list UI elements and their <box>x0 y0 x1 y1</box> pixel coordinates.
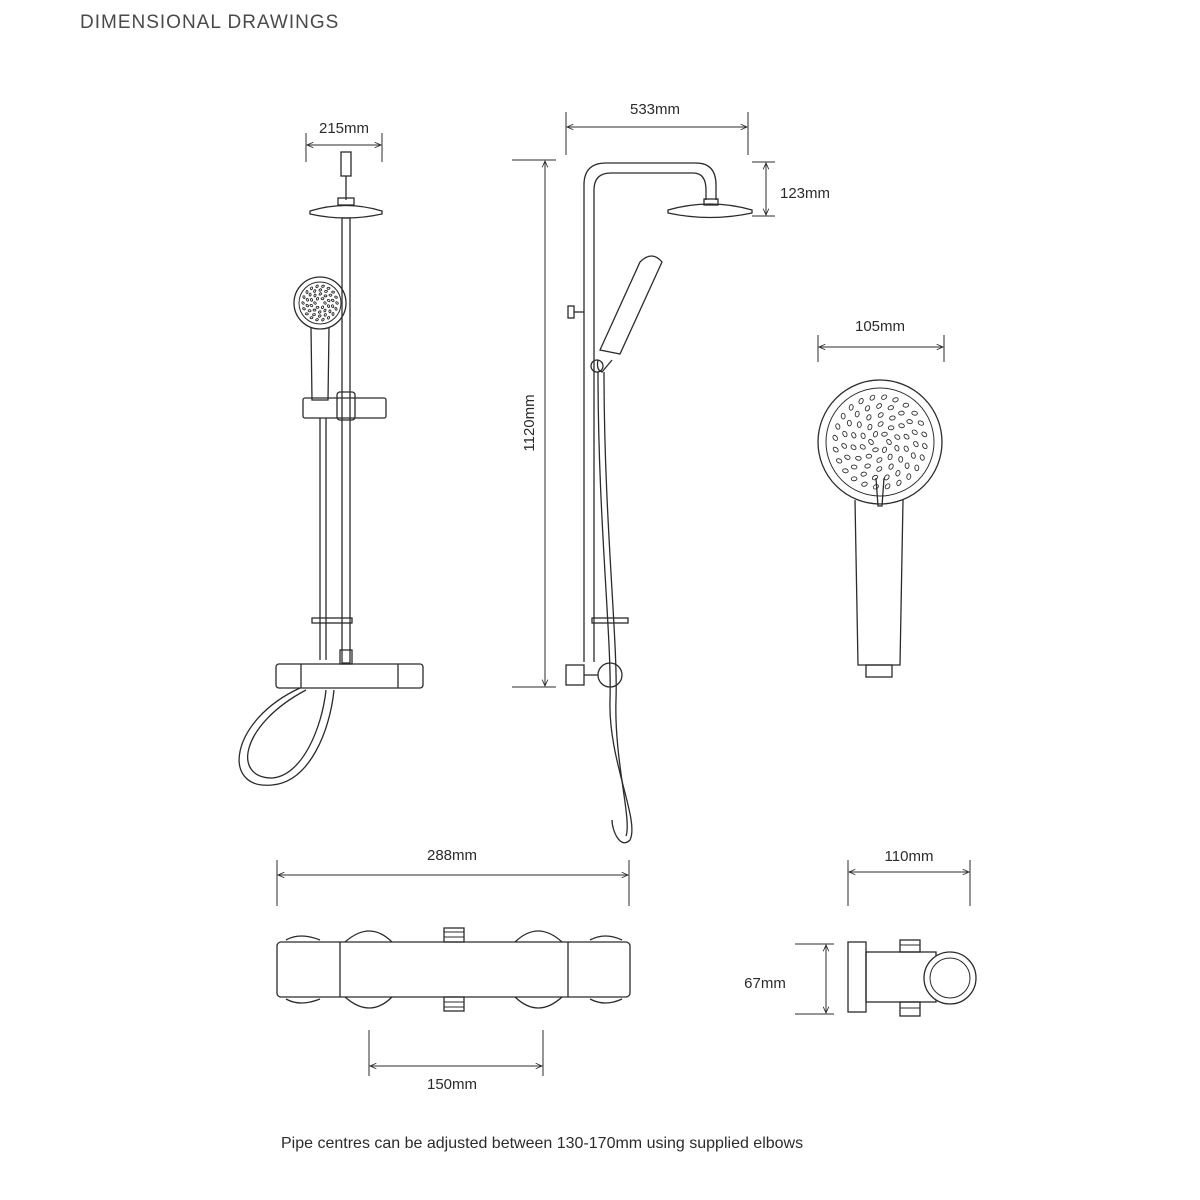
spray-nozzle <box>913 441 919 448</box>
spray-nozzle <box>857 422 861 428</box>
spray-nozzle <box>305 313 308 315</box>
spray-nozzle <box>318 310 321 313</box>
spray-nozzle <box>310 287 313 290</box>
spray-nozzle <box>876 403 883 410</box>
spray-nozzle <box>334 296 337 299</box>
spray-nozzle <box>903 433 910 440</box>
front-view <box>239 152 423 785</box>
spray-nozzle <box>868 439 875 446</box>
spray-nozzle <box>864 463 870 468</box>
spray-nozzle <box>841 443 848 450</box>
dim-head-drop: 123mm <box>780 185 831 202</box>
spray-nozzle <box>915 465 919 471</box>
spray-nozzle <box>316 297 319 300</box>
spray-nozzle <box>921 431 928 438</box>
spray-nozzle <box>832 446 839 453</box>
dim-projection: 533mm <box>629 101 681 118</box>
spray-nozzle <box>324 290 327 293</box>
side-view <box>566 163 752 843</box>
spray-nozzle <box>327 304 330 307</box>
dim-pipe-centres: 150mm <box>426 1076 478 1093</box>
spray-nozzle <box>888 426 894 430</box>
dim-valve-depth: 110mm <box>884 848 934 865</box>
spray-nozzle <box>889 415 895 420</box>
spray-nozzle <box>306 304 309 307</box>
spray-nozzle <box>316 306 319 308</box>
spray-nozzle <box>310 316 313 318</box>
spray-nozzle <box>319 288 322 291</box>
spray-nozzle <box>898 411 904 415</box>
spray-nozzle <box>911 411 917 416</box>
spray-nozzle <box>331 299 334 302</box>
spray-nozzle <box>884 483 891 490</box>
dim-valve-height: 67mm <box>744 975 786 992</box>
spray-nozzle <box>873 431 879 438</box>
spray-nozzle <box>308 310 311 313</box>
dim-valve-width: 288mm <box>426 847 478 864</box>
spray-nozzle <box>844 454 851 460</box>
spray-nozzle <box>851 465 857 469</box>
spray-nozzle <box>896 480 902 487</box>
spray-nozzle <box>882 446 888 453</box>
page-title: DIMENSIONAL DRAWINGS <box>80 12 340 33</box>
spray-nozzle <box>836 458 843 464</box>
spray-nozzle <box>892 397 899 403</box>
spray-nozzle <box>876 457 883 464</box>
spray-nozzle <box>881 432 887 437</box>
handset-detail <box>818 380 942 677</box>
spray-nozzle <box>919 454 925 461</box>
spray-nozzle <box>315 318 318 321</box>
spray-nozzle <box>911 429 918 435</box>
spray-nozzle <box>881 394 888 400</box>
spray-nozzle <box>872 447 878 452</box>
spray-nozzle <box>894 445 900 452</box>
spray-nozzle <box>851 477 857 481</box>
spray-nozzle <box>887 454 892 460</box>
spray-nozzle <box>922 443 928 450</box>
dim-height: 1120mm <box>521 394 538 452</box>
spray-nozzle <box>310 298 313 301</box>
spray-nozzle <box>324 313 327 316</box>
spray-nozzle <box>319 292 322 295</box>
handset-detail-spray <box>832 394 928 490</box>
spray-nozzle <box>877 421 884 428</box>
spray-nozzle <box>851 432 857 439</box>
spray-nozzle <box>905 463 909 469</box>
spray-nozzle <box>309 293 311 296</box>
spray-nozzle <box>872 474 879 480</box>
spray-nozzle <box>332 313 334 316</box>
spray-nozzle <box>887 405 894 411</box>
spray-nozzle <box>855 411 860 417</box>
spray-nozzle <box>302 307 305 310</box>
spray-nozzle <box>903 445 909 452</box>
spray-nozzle <box>321 297 324 299</box>
spray-nozzle <box>306 291 308 294</box>
spray-nozzle <box>864 405 870 412</box>
spray-nozzle <box>324 309 327 312</box>
spray-nozzle <box>313 289 316 292</box>
spray-nozzle <box>849 404 854 410</box>
spray-nozzle <box>335 307 338 310</box>
spray-nozzle <box>859 444 866 450</box>
spray-nozzle <box>842 431 848 438</box>
spray-nozzle <box>327 287 330 289</box>
spray-nozzle <box>310 304 313 307</box>
spray-nozzle <box>918 420 925 426</box>
spray-nozzle <box>832 434 838 441</box>
spray-nozzle <box>313 309 316 311</box>
spray-nozzle <box>850 444 857 451</box>
spray-nozzle <box>895 470 901 477</box>
spray-nozzle <box>327 299 330 302</box>
spray-nozzle <box>860 433 866 440</box>
spray-nozzle <box>867 424 872 430</box>
spray-nozzle <box>321 318 324 321</box>
spray-nozzle <box>835 423 841 430</box>
spray-nozzle <box>303 295 306 298</box>
valve-side-view <box>848 940 976 1016</box>
spray-nozzle <box>306 298 309 301</box>
spray-nozzle <box>906 473 911 479</box>
spray-nozzle <box>301 301 304 304</box>
spray-nozzle <box>312 313 315 316</box>
spray-nozzle <box>331 305 334 308</box>
spray-nozzle <box>903 403 909 407</box>
spray-nozzle <box>323 301 326 304</box>
spray-nozzle <box>869 394 876 401</box>
spray-nozzle <box>888 463 894 470</box>
spray-nozzle <box>321 285 324 288</box>
spray-nozzle <box>842 468 848 473</box>
spray-nozzle <box>866 454 872 458</box>
spray-nozzle <box>898 423 904 428</box>
spray-nozzle <box>318 314 321 317</box>
spray-nozzle <box>313 301 316 304</box>
spray-nozzle <box>899 457 903 463</box>
spray-nozzle <box>327 316 330 319</box>
spray-nozzle <box>861 481 868 487</box>
spray-nozzle <box>911 452 916 459</box>
valve-top-view <box>277 928 630 1011</box>
footnote: Pipe centres can be adjusted between 130-170mm using supplied elbows <box>281 1135 804 1152</box>
spray-nozzle <box>847 420 852 426</box>
spray-nozzle <box>858 398 864 405</box>
spray-nozzle <box>335 301 338 304</box>
dim-handset-width: 105mm <box>854 318 906 335</box>
spray-nozzle <box>894 434 901 440</box>
spray-nozzle <box>329 310 331 313</box>
spray-nozzle <box>886 439 893 446</box>
spray-nozzle <box>332 291 335 293</box>
spray-nozzle <box>866 414 872 421</box>
handset-spray-pattern <box>301 285 338 322</box>
dim-head-width: 215mm <box>318 120 370 137</box>
spray-nozzle <box>314 294 317 297</box>
spray-nozzle <box>329 294 332 297</box>
spray-nozzle <box>324 295 327 297</box>
spray-nozzle <box>321 306 324 309</box>
spray-nozzle <box>315 285 318 288</box>
spray-nozzle <box>876 466 883 473</box>
spray-nozzle <box>906 419 912 424</box>
spray-nozzle <box>861 472 867 477</box>
spray-nozzle <box>855 456 861 461</box>
spray-nozzle <box>877 412 884 419</box>
spray-nozzle <box>841 413 845 419</box>
